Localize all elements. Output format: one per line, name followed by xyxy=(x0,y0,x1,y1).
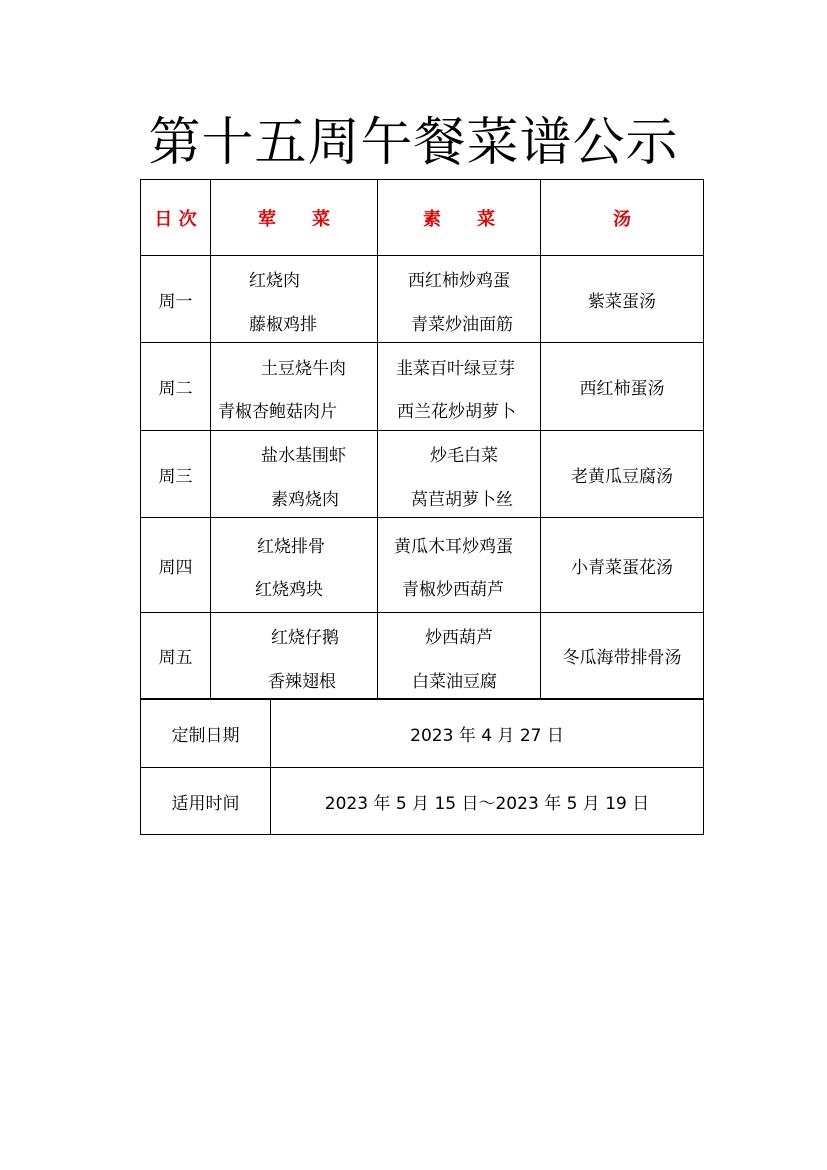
header-meat: 荤 菜 xyxy=(211,180,378,256)
made-date-label: 定制日期 xyxy=(141,700,271,768)
header-veg: 素 菜 xyxy=(378,180,541,256)
veg-cell xyxy=(378,518,541,613)
veg-cell xyxy=(378,343,541,431)
page-title: 第十五周午餐菜谱公示 xyxy=(148,113,679,173)
meat-cell xyxy=(211,343,378,431)
meat-dish: 红烧鸡块 xyxy=(255,580,323,600)
period-value: 2023 年 5 月 15 日～2023 年 5 月 19 日 xyxy=(271,768,704,835)
meat-dish: 香辣翅根 xyxy=(268,672,336,692)
period-row xyxy=(141,768,704,835)
veg-dish: 西红柿炒鸡蛋 xyxy=(408,271,510,291)
table-row xyxy=(141,431,704,518)
meat-dish: 素鸡烧肉 xyxy=(271,490,339,510)
day-cell: 周一 xyxy=(141,256,211,343)
header-soup: 汤 xyxy=(541,180,704,256)
veg-dish: 炒毛白菜 xyxy=(430,446,498,466)
day-cell: 周四 xyxy=(141,518,211,613)
meat-cell xyxy=(211,431,378,518)
soup-cell: 老黄瓜豆腐汤 xyxy=(541,431,704,518)
veg-dish: 青椒炒西葫芦 xyxy=(402,580,504,600)
soup-cell: 冬瓜海带排骨汤 xyxy=(541,613,704,699)
meat-dish: 红烧排骨 xyxy=(257,537,325,557)
made-date-value: 2023 年 4 月 27 日 xyxy=(271,700,704,768)
meat-dish: 盐水基围虾 xyxy=(261,446,346,466)
meat-dish: 红烧仔鹅 xyxy=(271,628,339,648)
period-label: 适用时间 xyxy=(141,768,271,835)
meat-dish: 红烧肉 xyxy=(249,271,300,291)
info-table xyxy=(140,699,704,835)
meat-cell xyxy=(211,518,378,613)
meat-cell xyxy=(211,613,378,699)
made-date-row xyxy=(141,700,704,768)
table-row xyxy=(141,256,704,343)
table-row xyxy=(141,613,704,699)
day-cell: 周二 xyxy=(141,343,211,431)
meat-cell xyxy=(211,256,378,343)
veg-dish: 炒西葫芦 xyxy=(425,628,493,648)
table-row xyxy=(141,343,704,431)
day-cell: 周三 xyxy=(141,431,211,518)
day-cell: 周五 xyxy=(141,613,211,699)
meat-dish: 青椒杏鲍菇肉片 xyxy=(218,402,337,422)
veg-cell xyxy=(378,431,541,518)
table-row xyxy=(141,518,704,613)
veg-dish: 莴苣胡萝卜丝 xyxy=(411,490,513,510)
veg-dish: 西兰花炒胡萝卜 xyxy=(397,402,516,422)
meat-dish: 土豆烧牛肉 xyxy=(261,359,346,379)
veg-dish: 韭菜百叶绿豆芽 xyxy=(396,359,515,379)
menu-table xyxy=(140,179,704,699)
header-row xyxy=(141,180,704,256)
soup-cell: 西红柿蛋汤 xyxy=(541,343,704,431)
veg-dish: 黄瓜木耳炒鸡蛋 xyxy=(394,537,513,557)
veg-cell xyxy=(378,613,541,699)
soup-cell: 紫菜蛋汤 xyxy=(541,256,704,343)
veg-dish: 青菜炒油面筋 xyxy=(411,315,513,335)
header-day: 日 次 xyxy=(141,180,211,256)
veg-dish: 白菜油豆腐 xyxy=(412,672,497,692)
soup-cell: 小青菜蛋花汤 xyxy=(541,518,704,613)
meat-dish: 藤椒鸡排 xyxy=(249,315,317,335)
veg-cell xyxy=(378,256,541,343)
